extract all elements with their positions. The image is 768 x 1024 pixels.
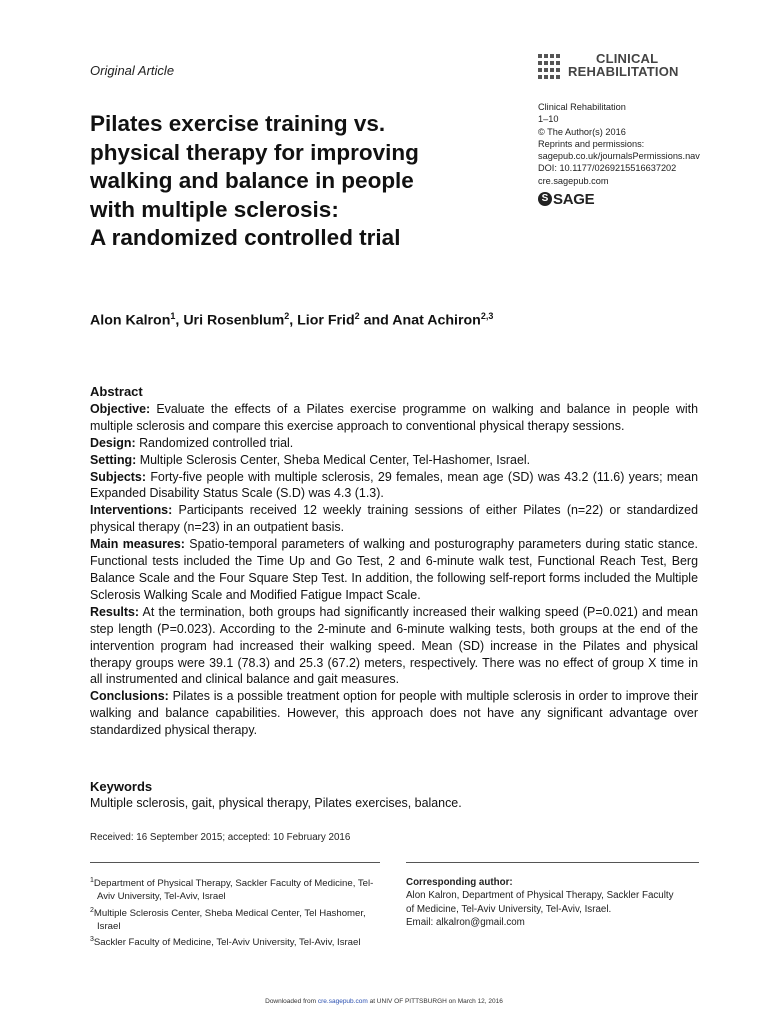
footnote-rule-right	[406, 862, 699, 863]
abstract-section-text: Forty-five people with multiple sclerosis, 29 females, mean age (SD) was 43.2 (11.6) years; mean Expanded Disability Status Scale (S.D) was 4.3 (1.3).	[90, 469, 698, 501]
corresponding-line: of Medicine, Tel-Aviv University, Tel-Aviv, Israel.	[406, 903, 612, 915]
affiliation-text: Multiple Sclerosis Center, Sheba Medical Center, Tel Hashomer, Israel	[93, 907, 366, 932]
abstract-section	[90, 604, 698, 689]
author-separator: ,	[289, 312, 298, 329]
title-line: physical therapy for improving	[90, 139, 419, 165]
abstract-section-label: Results:	[90, 604, 140, 619]
author-name: Anat Achiron	[392, 312, 481, 329]
abstract-section-text: Multiple Sclerosis Center, Sheba Medical Center, Tel-Hashomer, Israel.	[139, 452, 531, 467]
corresponding-author	[406, 876, 706, 929]
abstract-section	[90, 502, 698, 536]
meta-doi[interactable]: DOI: 10.1177/0269215516637202	[538, 163, 677, 174]
download-footer	[0, 998, 768, 1005]
abstract-section-text: Randomized controlled trial.	[139, 435, 294, 450]
abstract-section	[90, 435, 698, 452]
title-line: walking and balance in people	[90, 168, 414, 193]
author-affiliation-mark: 1	[170, 311, 176, 321]
abstract-section-label: Interventions:	[90, 503, 173, 518]
author-list	[90, 311, 493, 329]
abstract	[90, 384, 698, 739]
keywords-heading: Keywords	[90, 779, 153, 794]
author-affiliation-mark: 2	[284, 311, 290, 321]
abstract-heading: Abstract	[90, 384, 143, 399]
abstract-section-text: Participants received 12 weekly training sessions of either Pilates (n=22) or standardized physical therapy (n=23) in an outpatient basis.	[90, 503, 698, 535]
footer-site-link[interactable]: cre.sagepub.com	[317, 998, 368, 1005]
corresponding-line: Alon Kalron, Department of Physical Therapy, Sackler Faculty	[406, 890, 674, 902]
sage-mark-icon: S	[538, 192, 552, 206]
received-dates: Received: 16 September 2015; accepted: 10 February 2016	[90, 832, 351, 843]
abstract-section-text: Spatio-temporal parameters of walking and posturography parameters during static stance. Functional tests included the Time Up and Go Test, 2 and 6-minute walk test, Functional Reach Test, Berg Balance Scale and the Four Square Step Test. In addition, the following self-report forms included the Multiple Sclerosis Walking Scale and Modified Fatigue Impact Scale.	[90, 537, 698, 602]
journal-logo-line2: REHABILITATION	[568, 64, 679, 79]
author-separator: ,	[175, 312, 184, 329]
article-title	[90, 110, 510, 253]
affiliation-item	[90, 874, 390, 904]
footer-prefix: Downloaded from	[265, 998, 317, 1005]
journal-logo	[538, 52, 708, 82]
meta-journal: Clinical Rehabilitation	[538, 102, 626, 112]
affiliation-number: 3	[90, 936, 94, 944]
title-line: Pilates exercise training vs.	[90, 111, 386, 136]
affiliations	[90, 874, 390, 950]
article-type: Original Article	[90, 63, 175, 78]
meta-pages: 1–10	[538, 114, 559, 125]
abstract-section-label: Main measures:	[90, 537, 185, 552]
affiliation-text: Department of Physical Therapy, Sackler Faculty of Medicine, Tel-Aviv University, Tel-Aviv, Israel	[93, 878, 374, 903]
publisher-logo-text: SAGE	[553, 190, 595, 208]
abstract-section-label: Design:	[90, 435, 136, 450]
affiliation-item	[90, 933, 390, 949]
publisher-logo	[538, 190, 594, 208]
abstract-section-text: Pilates is a possible treatment option for people with multiple sclerosis in order to improve their walking and balance capabilities. However, this approach does not have any significant advantage over standardized physical therapy.	[90, 689, 698, 738]
meta-permissions-link[interactable]: sagepub.co.uk/journalsPermissions.nav	[538, 151, 700, 162]
meta-site-link[interactable]: cre.sagepub.com	[538, 175, 609, 186]
abstract-section-label: Setting:	[90, 452, 137, 467]
abstract-section-text: Evaluate the effects of a Pilates exercise programme on walking and balance in people with multiple sclerosis and compare this exercise approach to conventional physical therapy sessions.	[90, 401, 698, 433]
journal-logo-line1: CLINICAL	[596, 51, 659, 66]
affiliation-item	[90, 904, 390, 934]
abstract-section	[90, 401, 698, 435]
keywords	[90, 778, 698, 812]
abstract-section-text: At the termination, both groups had significantly increased their walking speed (P=0.021) and mean step length (P=0.023). According to the 2-minute and 6-minute walking tests, both groups at the end of the intervention program had increased their walking speed. Mean (SD) increase in the Pilates and physical therapy groups were 39.1 (78.3) and 25.3 (67.2) meters, respectively. There was no effect of group X time in all instrumented and clinical balance and gait measures.	[90, 604, 698, 687]
journal-logo-dots-icon	[538, 54, 562, 80]
abstract-section	[90, 469, 698, 503]
title-line: with multiple sclerosis:	[90, 196, 339, 222]
title-line: A randomized controlled trial	[90, 225, 401, 250]
footnote-rule-left	[90, 862, 380, 863]
corresponding-email[interactable]: Email: alkalron@gmail.com	[406, 916, 525, 928]
author-affiliation-mark: 2	[354, 311, 360, 321]
meta-reprints: Reprints and permissions:	[538, 138, 645, 149]
affiliation-text: Sackler Faculty of Medicine, Tel-Aviv University, Tel-Aviv, Israel	[93, 937, 361, 949]
affiliation-number: 1	[90, 877, 94, 884]
author-separator: and	[359, 312, 393, 329]
keywords-text: Multiple sclerosis, gait, physical therapy, Pilates exercises, balance.	[90, 796, 462, 810]
corresponding-heading: Corresponding author:	[406, 877, 513, 888]
affiliation-number: 2	[90, 906, 94, 914]
meta-copyright: © The Author(s) 2016	[538, 126, 626, 137]
abstract-section-label: Conclusions:	[90, 689, 169, 704]
abstract-section	[90, 452, 698, 469]
abstract-section	[90, 536, 698, 604]
abstract-section	[90, 688, 698, 739]
author-name: Alon Kalron	[90, 312, 171, 329]
abstract-section-label: Subjects:	[90, 469, 146, 484]
author-name: Lior Frid	[297, 312, 355, 329]
author-name: Uri Rosenblum	[183, 312, 285, 329]
abstract-section-label: Objective:	[90, 401, 151, 416]
author-affiliation-mark: 2,3	[480, 311, 494, 321]
journal-meta	[538, 101, 738, 187]
footer-suffix: at UNIV OF PITTSBURGH on March 12, 2016	[369, 998, 503, 1005]
